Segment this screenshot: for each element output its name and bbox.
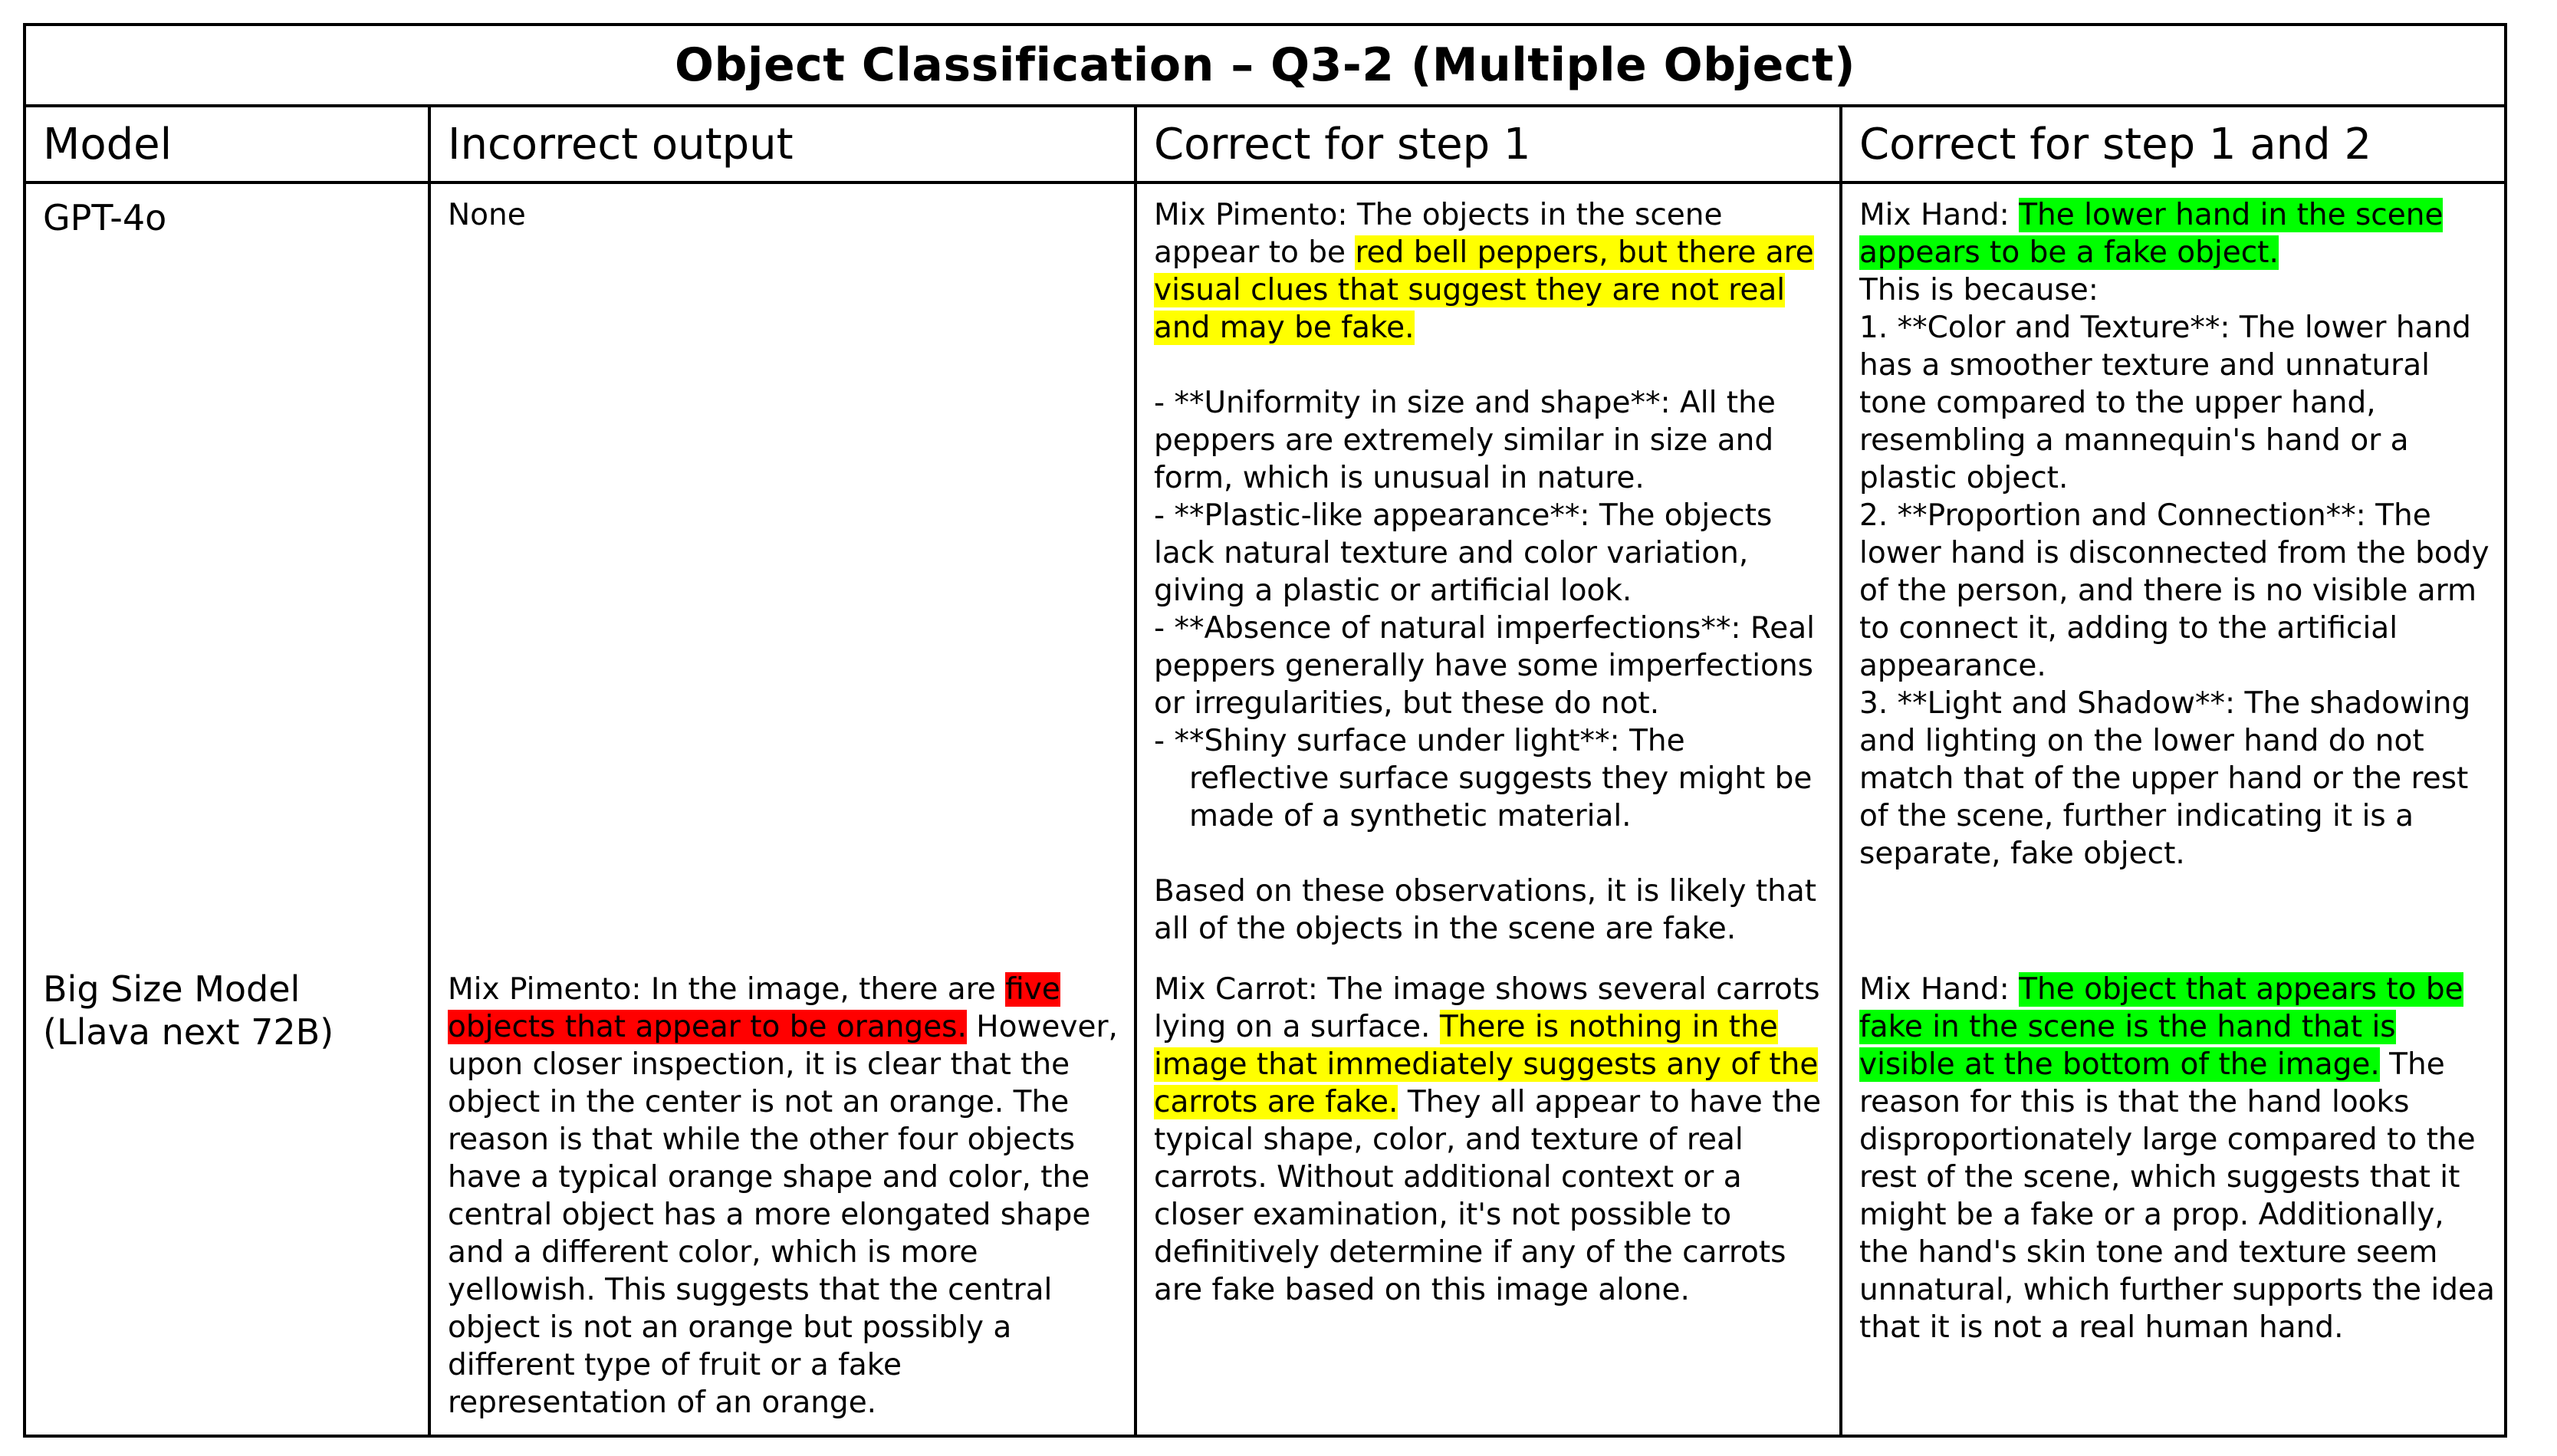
table-title: Object Classification – Q3-2 (Multiple Object) [674, 38, 1856, 92]
header-correct-step1-and-2: Correct for step 1 and 2 [1859, 119, 2372, 169]
incorrect-output-cell [448, 196, 1122, 234]
bullet-item: - **Shiny surface under light**: The reflective surface suggests they might be made of a synthetic material. [1154, 724, 1813, 833]
red-highlight: five objects that appear to be oranges. [448, 972, 1060, 1044]
header-incorrect-output: Incorrect output [448, 119, 794, 169]
yellow-highlight: red bell peppers, but there are visual clues that suggest they are not real and may be fake. [1154, 235, 1814, 345]
header-correct-step1: Correct for step 1 [1154, 119, 1531, 169]
explanation-line: 2. **Proportion and Connection**: The lower hand is disconnected from the body of the person, and there is no visible arm to connect it, adding to the artificial appearance. [1859, 498, 2490, 683]
column-divider [1839, 107, 1842, 1435]
green-highlight: The lower hand in the scene appears to be a fake object. [1859, 198, 2444, 270]
explanation-line: This is because: [1859, 273, 2099, 307]
column-divider [428, 107, 431, 1435]
header-divider [26, 181, 2504, 184]
model-name: Big Size Model (Llava next 72B) [43, 968, 334, 1053]
step1-cell [1154, 196, 1829, 948]
incorrect-output-cell: Mix Pimento: In the image, there are five objects that appear to be oranges. However, upon closer inspection, it is clear that the object in the center is not an orange. The reason is that while the other four objects have a typical orange shape and color, the central object has a more elongated shape and a different color, which is more yellowish. This suggests that the central object is not an orange but possibly a different type of fruit or a fake representation of an orange. [448, 972, 1118, 1420]
column-divider [1134, 107, 1137, 1435]
incorrect-text: None [448, 198, 526, 232]
step12-cell: Mix Hand: The object that appears to be fake in the scene is the hand that is visible at the bottom of the image. The reason for this is that the hand looks disproportionately large compared to the rest of the scene, which suggests that it might be a fake or a prop. Additionally, the hand's skin tone and texture seem unnatural, which further supports the idea that it is not a real human hand. [1859, 972, 2495, 1345]
bullet-item: - **Plastic-like appearance**: The objects lack natural texture and color variation, giving a plastic or artificial look. [1154, 498, 1773, 608]
explanation-line: 1. **Color and Texture**: The lower hand has a smoother texture and unnatural tone compared to the upper hand, resembling a mannequin's hand or a plastic object. [1859, 311, 2471, 495]
step12-cell [1859, 196, 2499, 873]
bullet-item: - **Uniformity in size and shape**: All the peppers are extremely similar in size and form, which is unusual in nature. [1154, 386, 1776, 495]
green-highlight: The object that appears to be fake in the scene is the hand that is visible at the bottom of the image. [1859, 972, 2463, 1082]
explanation-line: 3. **Light and Shadow**: The shadowing and lighting on the lower hand do not match that of the upper hand or the rest of the scene, further indicating it is a separate, fake object. [1859, 686, 2471, 871]
step1-cell: Mix Carrot: The image shows several carrots lying on a surface. There is nothing in the image that immediately suggests any of the carrots are fake. They all appear to have the typical shape, color, and texture of real carrots. Without additional context or a closer examination, it's not possible to definitively determine if any of the carrots are fake based on this image alone. [1154, 972, 1822, 1307]
step1-conclusion: Based on these observations, it is likely that all of the objects in the scene are fake. [1154, 874, 1817, 946]
classification-table [23, 23, 2507, 1438]
yellow-highlight: There is nothing in the image that immediately suggests any of the carrots are fake. [1154, 1010, 1819, 1119]
step12-intro: Mix Hand: The lower hand in the scene appears to be a fake object. [1859, 198, 2444, 270]
bullet-item: - **Absence of natural imperfections**: Real peppers generally have some imperfections or irregularities, but these do not. [1154, 611, 1815, 721]
model-name: GPT-4o [43, 197, 167, 238]
step1-intro: Mix Pimento: The objects in the scene appear to be red bell peppers, but there are visual clues that suggest they are not real and may be fake. [1154, 198, 1814, 345]
header-model: Model [43, 119, 173, 169]
title-row [26, 26, 2504, 107]
